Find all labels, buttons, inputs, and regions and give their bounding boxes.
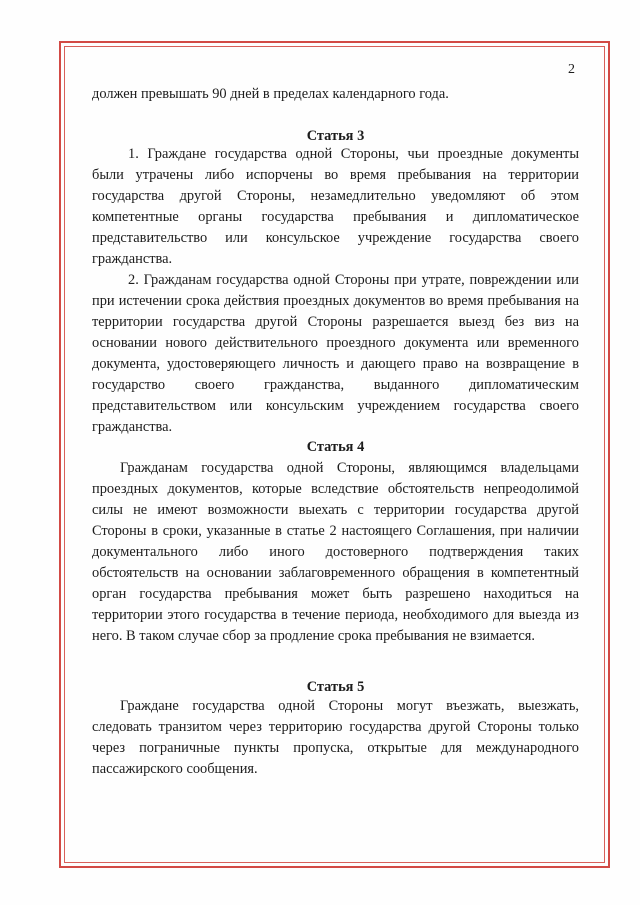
- article-5-body: [92, 696, 579, 780]
- intro-line: [92, 84, 579, 105]
- article-4-body: [92, 458, 579, 647]
- article-3-title: Статья 3: [306, 128, 365, 144]
- article-3-paragraph-1: 1. Граждане государства одной Стороны, чьи проездные документы были утрачены либо испорчены во время пребывания на территории государства другой Стороны, незамедлительно уведомляют об этом компетентные органы государства пребывания и дипломатическое представительство или консульское учреждение государства своего гражданства.: [92, 146, 579, 267]
- article-5-title: Статья 5: [306, 679, 365, 695]
- article-3-body: [92, 144, 579, 438]
- article-4-title: Статья 4: [306, 439, 365, 455]
- page-number: 2: [568, 62, 575, 77]
- intro-text: должен превышать 90 дней в пределах календарного года.: [92, 86, 449, 102]
- article-5-paragraph-1: Граждане государства одной Стороны могут въезжать, выезжать, следовать транзитом через территорию государства другой Стороны только через пограничные пункты пропуска, открытые для международного пассажирского сообщения.: [92, 698, 579, 777]
- article-3-paragraph-2: 2. Гражданам государства одной Стороны при утрате, повреждении или при истечении срока действия проездных документов во время пребывания на территории государства другой Стороны разрешается выезд без виз на основании нового действительного проездного документа или временного документа, удостоверяющего личность и дающего право на возвращение в государство своего гражданства, выданного дипломатическим представительством или консульским учреждением государства своего гражданства.: [92, 272, 579, 435]
- article-4-paragraph-1: Гражданам государства одной Стороны, являющимся владельцами проездных документов, которые вследствие обстоятельств непреодолимой силы не имеют возможности выехать с территории государства другой Стороны в сроки, указанные в статье 2 настоящего Соглашения, при наличии документального либо иного достоверного подтверждения таких обстоятельств на основании заблаговременного обращения в компетентный орган государства пребывания может быть разрешено находиться на территории этого государства в течение периода, необходимого для выезда из него. В таком случае сбор за продление срока пребывания не взимается.: [92, 460, 579, 644]
